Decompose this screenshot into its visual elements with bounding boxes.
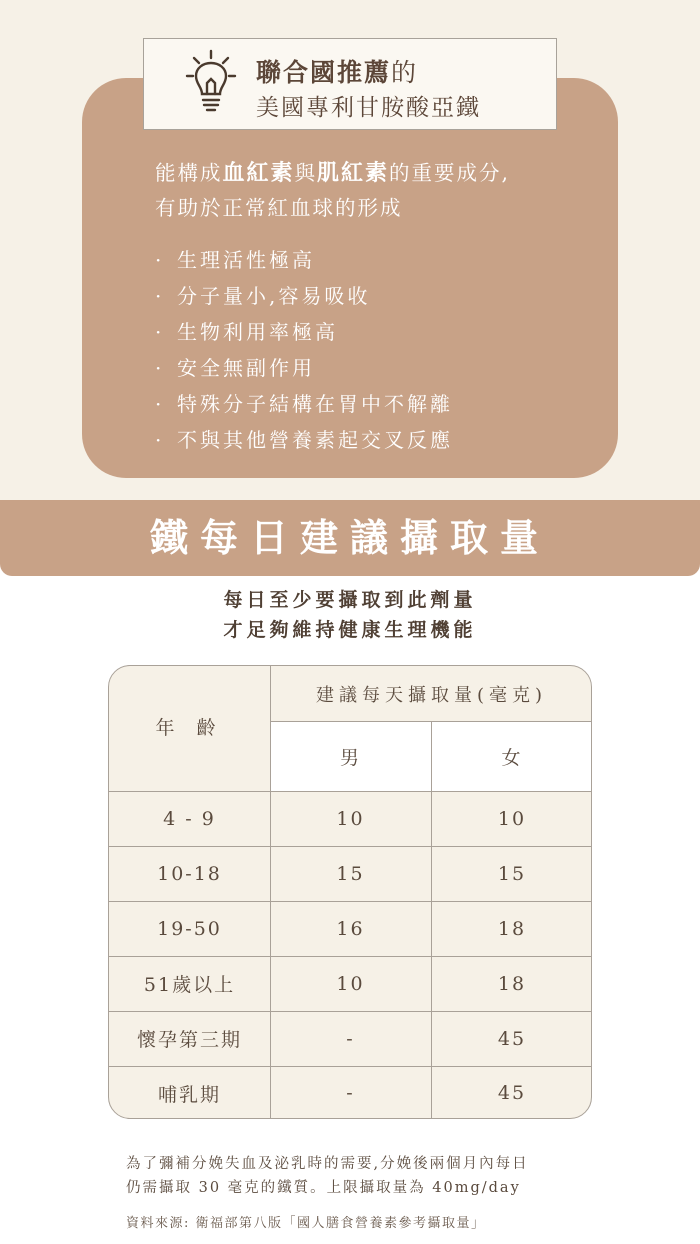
intro-myoglobin: 肌紅素	[317, 160, 390, 186]
title-bold: 聯合國推薦	[256, 58, 392, 87]
row-female: 18	[497, 917, 527, 940]
benefit-item: · 安全無副作用	[155, 356, 315, 380]
benefit-list	[155, 244, 453, 460]
intro-part-c: 與	[294, 161, 318, 185]
row-female: 15	[497, 862, 527, 885]
intro-line-1	[155, 156, 510, 191]
row-male: -	[346, 1027, 355, 1050]
footnote-line-1: 為了彌補分娩失血及泌乳時的需要,分娩後兩個月內每日	[126, 1156, 529, 1172]
female-header: 女	[501, 746, 523, 769]
row-age: 10-18	[157, 862, 222, 885]
amount-header: 建議每天攝取量(毫克)	[315, 684, 548, 706]
benefit-item: · 特殊分子結構在胃中不解離	[155, 392, 453, 416]
row-male: -	[346, 1082, 355, 1104]
row-male: 10	[336, 807, 365, 830]
benefit-text: 安全無副作用	[177, 356, 315, 380]
subtitle-line-1: 每日至少要攝取到此劑量	[223, 589, 477, 611]
intro-hemoglobin: 血紅素	[222, 160, 295, 186]
benefit-text: 不與其他營養素起交叉反應	[177, 428, 453, 452]
title-tail: 的	[391, 58, 419, 87]
benefit-item: · 分子量小,容易吸收	[155, 284, 371, 308]
benefit-item: · 生物利用率極高	[155, 320, 338, 344]
title-box	[143, 38, 557, 130]
row-male: 16	[336, 917, 365, 940]
footnote	[126, 1152, 529, 1200]
source-note: 資料來源: 衛福部第八版「國人膳食營養素參考攝取量」	[126, 1216, 486, 1231]
row-age: 19-50	[157, 917, 222, 940]
row-age: 4 - 9	[163, 807, 216, 830]
benefit-text: 生物利用率極高	[177, 320, 338, 344]
section-banner: 鐵每日建議攝取量	[0, 500, 700, 576]
intake-table	[108, 665, 592, 1119]
row-male: 15	[336, 862, 365, 885]
intro-text	[155, 156, 510, 226]
title-line-1	[256, 53, 418, 89]
row-age: 哺乳期	[157, 1083, 221, 1106]
row-female: 45	[497, 1082, 527, 1104]
title-line-2: 美國專利甘胺酸亞鐵	[256, 95, 481, 121]
subtitle-line-2: 才足夠維持健康生理機能	[223, 619, 477, 641]
age-header: 年 齡	[155, 716, 224, 739]
intro-line-2: 有助於正常紅血球的形成	[155, 196, 403, 220]
benefit-text: 生理活性極高	[177, 248, 315, 272]
row-age: 懷孕第三期	[136, 1029, 242, 1051]
footnote-line-2: 仍需攝取 30 毫克的鐵質。上限攝取量為 40mg/day	[126, 1180, 521, 1196]
benefit-text: 分子量小,容易吸收	[177, 284, 371, 308]
row-female: 18	[497, 972, 527, 995]
benefit-item: · 不與其他營養素起交叉反應	[155, 428, 453, 452]
row-female: 10	[497, 807, 527, 830]
row-female: 45	[497, 1027, 527, 1050]
male-header: 男	[339, 746, 361, 769]
row-male: 10	[336, 972, 365, 995]
lightbulb-icon	[185, 49, 237, 113]
benefit-item: · 生理活性極高	[155, 248, 315, 272]
intro-part-e: 的重要成分,	[389, 161, 511, 185]
intro-part-a: 能構成	[155, 161, 223, 185]
row-age: 51歲以上	[143, 974, 236, 996]
benefit-text: 特殊分子結構在胃中不解離	[177, 392, 453, 416]
